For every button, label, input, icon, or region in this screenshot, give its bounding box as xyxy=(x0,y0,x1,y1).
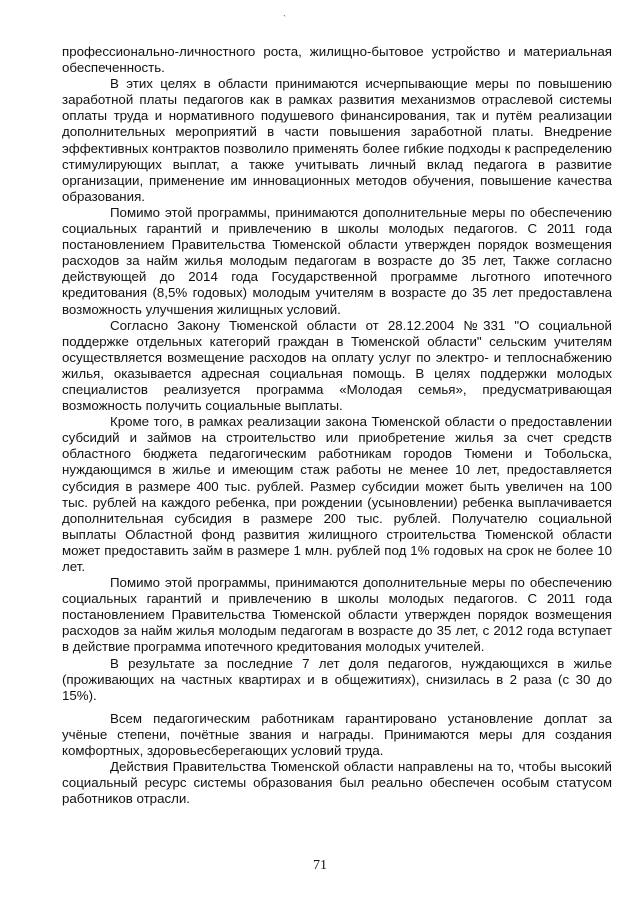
paragraph: Кроме того, в рамках реализации закона Тюменской области о предоставлении субсидий и займов на строительство или приобретение жилья за счет средств областного бюджета педагогическим работникам городов Тюмени и Тобольска, нуждающимся в жилье и имеющим стаж работы не менее 10 лет, предоставляется субсидия в размере 400 тыс. рублей. Размер субсидии может быть увеличен на 100 тыс. рублей на каждого ребенка, при рождении (усыновлении) ребенка выплачивается дополнительная субсидия в размере 200 тыс. рублей. Получателю социальной выплаты Областной фонд развития жилищного строительства Тюменской области может предоставить займ в размере 1 млн. рублей под 1% годовых на срок не более 10 лет. xyxy=(62,414,612,574)
paragraph: Действия Правительства Тюменской области направлены на то, чтобы высокий социальный ресурс системы образования был реально обеспечен особым статусом работников отрасли. xyxy=(62,759,612,807)
paragraph: В результате за последние 7 лет доля педагогов, нуждающихся в жилье (проживающих на частных квартирах и в общежитиях), снизилась в 2 раза (с 30 до 15%). xyxy=(62,655,612,703)
paragraph: В этих целях в области принимаются исчерпывающие меры по повышению заработной платы педагогов как в рамках развития механизмов отраслевой системы оплаты труда и нормативного подушевого финансирования, так и путём реализации дополнительных мероприятий в части повышения заработной платы. Внедрение эффективных контрактов позволило применять более гибкие подходы к распределению стимулирующих выплат, а также учитывать личный вклад педагога в развитие организации, применение им инновационных методов обучения, повышение качества образования. xyxy=(62,76,612,204)
paragraph: Помимо этой программы, принимаются дополнительные меры по обеспечению социальных гарантий и привлечению в школы молодых педагогов. С 2011 года постановлением Правительства Тюменской области утвержден порядок возмещения расходов за найм жилья молодым педагогам в возрасте до 35 лет, Также согласно действующей до 2014 года Государственной программе льготного ипотечного кредитования (8,5% годовых) молодым учителям в возрасте до 35 лет предоставлена возможность улучшения жилищных условий. xyxy=(62,204,612,317)
page-number: 71 xyxy=(313,858,327,873)
paragraph: Согласно Закону Тюменской области от 28.12.2004 №331 "О социальной поддержке отдельных категорий граждан в Тюменской области" сельским учителям осуществляется возмещение расходов на оплату услуг по электро- и теплоснабжению жилья, оказывается адресная социальная помощь. В целях поддержки молодых специалистов реализуется программа «Молодая семья», предусматривающая возможность получить социальные выплаты. xyxy=(62,317,612,414)
paragraph: профессионально-личностного роста, жилищно-бытовое устройство и материальная обеспеченность. xyxy=(62,44,612,76)
top-mark: ` xyxy=(283,14,286,24)
paragraph: Помимо этой программы, принимаются дополнительные меры по обеспечению социальных гарантий и привлечению в школы молодых педагогов. С 2011 года постановлением Правительства Тюменской области утвержден порядок возмещения расходов за найм жилья молодым педагогам в возрасте до 35 лет, с 2012 года вступает в действие программа ипотечного кредитования молодых учителей. xyxy=(62,575,612,655)
paragraph: Всем педагогическим работникам гарантировано установление доплат за учёные степени, почётные звания и награды. Принимаются меры для создания комфортных, здоровьесберегающих условий труда. xyxy=(62,710,612,759)
body-text xyxy=(62,44,612,807)
